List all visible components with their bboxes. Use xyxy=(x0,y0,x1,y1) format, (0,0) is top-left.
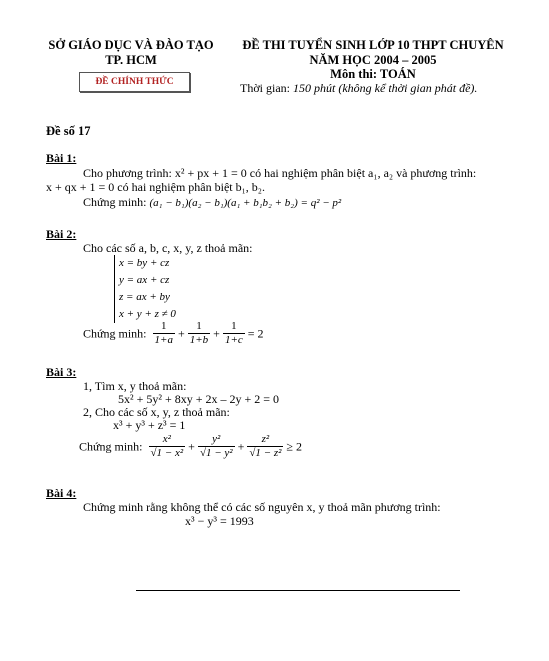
problem-2-system xyxy=(114,255,176,323)
fraction xyxy=(223,320,245,347)
problem-3-prove: Chứng minh: $\frac{\text{x²}}{\text{√1 − x²}}$ + $\frac{\text{y²}}{\text{√1 − y²}}$ + $\frac{\text{z²}}{\text{√1 − z²}}$ ≥ 2 xyxy=(79,433,302,460)
system-equation: x + y + z ≠ 0 xyxy=(119,308,176,320)
department-city: TP. HCM xyxy=(105,53,157,67)
denominator: √1 − z² xyxy=(249,447,282,460)
problem-1-title: Bài 1: xyxy=(46,151,77,165)
problem-2-prove-label: Chứng minh: xyxy=(83,326,147,341)
numerator: 1 xyxy=(231,320,237,332)
fraction xyxy=(188,320,210,347)
problem-3-part-2: 2, Cho các số x, y, z thoả mãn: xyxy=(83,405,230,419)
problem-2-result: = 2 xyxy=(247,326,264,341)
bottom-divider xyxy=(136,590,460,591)
department-name: SỞ GIÁO DỤC VÀ ĐÀO TẠO xyxy=(48,38,214,52)
problem-3-prove-label: Chứng minh: xyxy=(79,439,143,454)
fraction xyxy=(149,433,186,460)
exam-time-label: Thời gian: xyxy=(240,81,294,95)
problem-3-equation-1: 5x² + 5y² + 8xy + 2x – 2y + 2 = 0 xyxy=(118,392,280,406)
exam-time-value: 150 phút (không kể thời gian phát đề). xyxy=(293,81,478,95)
system-equation: x = by + cz xyxy=(119,257,170,269)
problem-1-prove-label: Chứng minh: xyxy=(83,195,150,209)
fraction xyxy=(247,433,283,460)
denominator: √1 − x² xyxy=(150,447,184,460)
denominator: 1+a xyxy=(154,334,173,347)
numerator: 1 xyxy=(196,320,202,332)
official-stamp xyxy=(79,72,190,92)
problem-4-text: Chứng minh rằng không thể có các số nguyên x, y thoả mãn phương trình: xyxy=(83,500,441,514)
system-equation: z = ax + by xyxy=(119,291,170,303)
school-year: NĂM HỌC 2004 – 2005 xyxy=(309,53,437,67)
problem-1-prove xyxy=(83,195,341,210)
problem-4-title: Bài 4: xyxy=(46,486,77,500)
exam-time xyxy=(240,81,477,95)
problem-1-prove-expression: (a₁ − b₁)(a₂ − b₁)(a₁ + b₁b₂ + b₂) = q² − p² xyxy=(149,197,342,209)
problem-1-line-1: Cho phương trình: x² + px + 1 = 0 có hai nghiệm phân biệt a₁, a₂ và phương trình: xyxy=(83,166,477,180)
denominator: √1 − y² xyxy=(199,447,233,460)
problem-3-result: ≥ 2 xyxy=(286,439,302,454)
numerator: x² xyxy=(162,433,171,445)
problem-3-part-1: 1, Tìm x, y thoả mãn: xyxy=(83,379,187,393)
problem-1-line-2: x + qx + 1 = 0 có hai nghiệm phân biệt b₁, b₂. xyxy=(46,180,265,194)
exam-number: Đề số 17 xyxy=(46,124,91,138)
problem-3-equation-2: x³ + y³ + z³ = 1 xyxy=(113,418,186,432)
problem-2-intro: Cho các số a, b, c, x, y, z thoả mãn: xyxy=(83,241,253,255)
problem-2-title: Bài 2: xyxy=(46,227,77,241)
numerator: 1 xyxy=(160,320,167,332)
system-equation: y = ax + cz xyxy=(119,274,170,286)
denominator: 1+c xyxy=(224,334,243,347)
fraction xyxy=(198,433,235,460)
exam-subject: Môn thi: TOÁN xyxy=(330,67,416,81)
numerator: z² xyxy=(261,433,270,445)
problem-4-equation: x³ − y³ = 1993 xyxy=(185,514,254,528)
denominator: 1+b xyxy=(189,334,209,347)
fraction xyxy=(153,320,175,347)
problem-2-prove: Chứng minh: $\frac{1}{1+a}$ + $\frac{1}{1+b}$ + $\frac{1}{1+c}$ = 2 xyxy=(83,320,264,347)
exam-title: ĐỀ THI TUYỂN SINH LỚP 10 THPT CHUYÊN xyxy=(242,38,504,52)
problem-3-title: Bài 3: xyxy=(46,365,77,379)
numerator: y² xyxy=(212,433,221,445)
official-stamp-text: ĐỀ CHÍNH THỨC xyxy=(95,77,174,87)
